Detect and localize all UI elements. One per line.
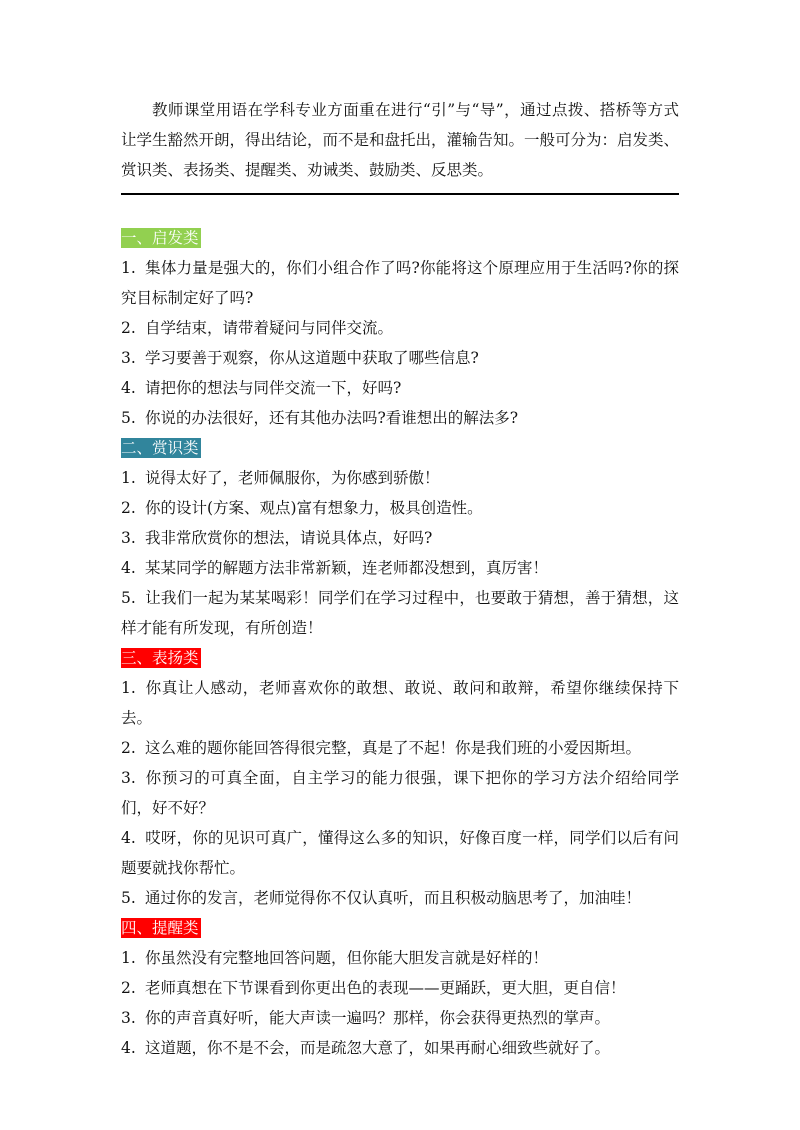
section-heading: 四、提醒类 bbox=[121, 919, 199, 937]
item-number: 1. bbox=[121, 469, 136, 487]
item-text: 集体力量是强大的，你们小组合作了吗?你能将这个原理应用于生活吗?你的探究目标制定好了吗? bbox=[121, 259, 679, 307]
item-text: 哎呀，你的见识可真广，懂得这么多的知识，好像百度一样，同学们以后有问题要就找你帮忙。 bbox=[121, 829, 679, 877]
item-text: 这么难的题你能回答得很完整，真是了不起！你是我们班的小爱因斯坦。 bbox=[145, 739, 642, 757]
item-number: 1. bbox=[121, 679, 136, 697]
item-number: 1. bbox=[121, 259, 136, 277]
list-item bbox=[121, 553, 679, 583]
item-number: 4. bbox=[121, 829, 136, 847]
list-item bbox=[121, 1033, 679, 1063]
item-number: 3. bbox=[121, 529, 136, 547]
list-item bbox=[121, 253, 679, 313]
list-item bbox=[121, 733, 679, 763]
item-number: 2. bbox=[121, 319, 136, 337]
item-text: 你说的办法很好，还有其他办法吗?看谁想出的解法多? bbox=[145, 409, 519, 427]
item-number: 4. bbox=[121, 559, 136, 577]
item-number: 2. bbox=[121, 739, 136, 757]
list-item bbox=[121, 313, 679, 343]
list-item bbox=[121, 583, 679, 643]
item-text: 你虽然没有完整地回答问题，但你能大胆发言就是好样的！ bbox=[145, 949, 549, 967]
item-text: 我非常欣赏你的想法，请说具体点，好吗? bbox=[145, 529, 433, 547]
list-item bbox=[121, 493, 679, 523]
section-heading: 三、表扬类 bbox=[121, 649, 199, 667]
section-tixing bbox=[121, 913, 679, 1063]
list-item bbox=[121, 943, 679, 973]
list-item bbox=[121, 823, 679, 883]
document-page bbox=[121, 95, 679, 1063]
item-number: 3. bbox=[121, 769, 136, 787]
list-item bbox=[121, 673, 679, 733]
item-number: 5. bbox=[121, 589, 136, 607]
item-number: 4. bbox=[121, 1039, 136, 1057]
item-number: 5. bbox=[121, 889, 136, 907]
item-number: 4. bbox=[121, 379, 136, 397]
item-text: 你的声音真好听，能大声读一遍吗？那样，你会获得更热烈的掌声。 bbox=[145, 1009, 611, 1027]
section-qifa bbox=[121, 223, 679, 433]
item-text: 你的设计(方案、观点)富有想象力，极具创造性。 bbox=[145, 499, 483, 517]
list-item bbox=[121, 763, 679, 823]
list-item bbox=[121, 463, 679, 493]
list-item bbox=[121, 523, 679, 553]
item-number: 2. bbox=[121, 499, 136, 517]
item-number: 5. bbox=[121, 409, 136, 427]
item-text: 通过你的发言，老师觉得你不仅认真听，而且积极动脑思考了，加油哇！ bbox=[145, 889, 642, 907]
item-text: 请把你的想法与同伴交流一下，好吗? bbox=[145, 379, 402, 397]
list-item bbox=[121, 973, 679, 1003]
item-text: 自学结束，请带着疑问与同伴交流。 bbox=[145, 319, 394, 337]
item-text: 让我们一起为某某喝彩！同学们在学习过程中，也要敢于猜想，善于猜想，这样才能有所发现，有所创造！ bbox=[121, 589, 679, 637]
section-heading: 二、赏识类 bbox=[121, 439, 199, 457]
item-text: 你预习的可真全面，自主学习的能力很强，课下把你的学习方法介绍给同学们，好不好？ bbox=[121, 769, 679, 817]
item-text: 某某同学的解题方法非常新颖，连老师都没想到，真厉害！ bbox=[145, 559, 549, 577]
item-text: 学习要善于观察，你从这道题中获取了哪些信息? bbox=[145, 349, 479, 367]
item-text: 说得太好了，老师佩服你，为你感到骄傲！ bbox=[145, 469, 440, 487]
list-item bbox=[121, 343, 679, 373]
list-item bbox=[121, 883, 679, 913]
list-item bbox=[121, 403, 679, 433]
list-item bbox=[121, 373, 679, 403]
section-biaoyang bbox=[121, 643, 679, 913]
item-number: 2. bbox=[121, 979, 136, 997]
intro-paragraph: 教师课堂用语在学科专业方面重在进行“引”与“导”，通过点拨、搭桥等方式让学生豁然开朗，得出结论，而不是和盘托出，灌输告知。一般可分为：启发类、赏识类、表扬类、提醒类、劝诫类、鼓励类、反思类。 bbox=[121, 101, 680, 179]
item-text: 你真让人感动，老师喜欢你的敢想、敢说、敢问和敢辩，希望你继续保持下去。 bbox=[121, 679, 679, 727]
item-text: 老师真想在下节课看到你更出色的表现——更踊跃，更大胆，更自信！ bbox=[145, 979, 626, 997]
item-text: 这道题，你不是不会，而是疏忽大意了，如果再耐心细致些就好了。 bbox=[145, 1039, 611, 1057]
item-number: 1. bbox=[121, 949, 136, 967]
list-item bbox=[121, 1003, 679, 1033]
item-number: 3. bbox=[121, 349, 136, 367]
section-shangshi bbox=[121, 433, 679, 643]
item-number: 3. bbox=[121, 1009, 136, 1027]
horizontal-rule bbox=[121, 193, 679, 195]
section-heading: 一、启发类 bbox=[121, 229, 199, 247]
